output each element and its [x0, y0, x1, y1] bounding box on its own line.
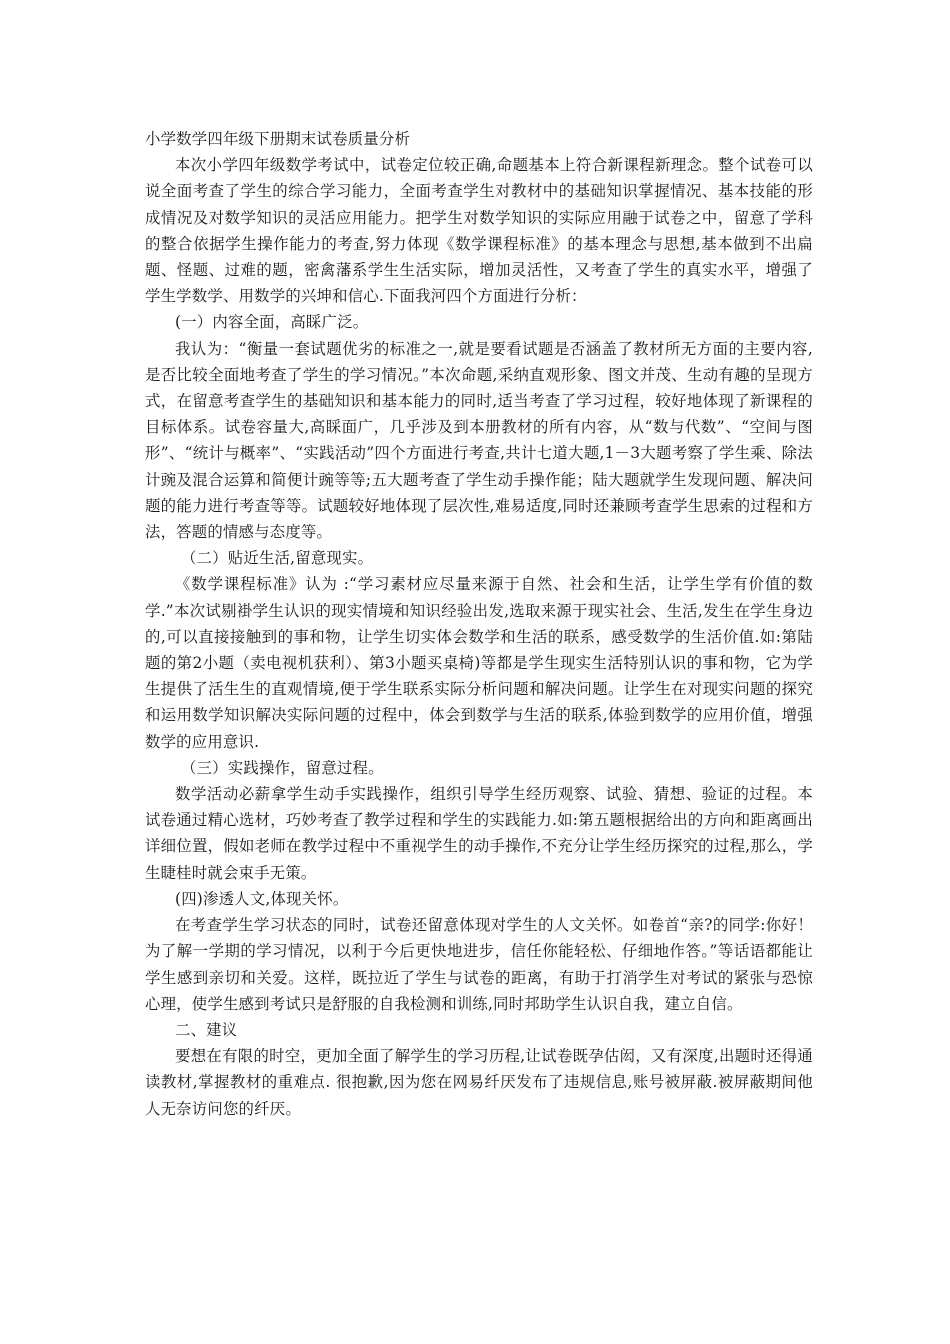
- paragraph-section-2: 《数学课程标准》认为 :“学习素材应尽量来源于自然、社会和生活，让学生学有价值的数学.”本次试剔褂学生认识的现实情境和知识经验出发,选取来源于现实社会、生活,发生在学生身边的,可以直接接触到的事和物，让学生切实体会数学和生活的联系，感受数学的生活价值.如:第陆题的第2小题（卖电视机获利）、第3小题买桌椅)等都是学生现实生活特别认识的事和物，它为学生提供了活生生的直观情境,便于学生联系实际分析问题和解决问题。让学生在对现实问题的探究和运用数学知识解决实际问题的过程中，体会到数学与生活的联系,体验到数学的应用价值，增强数学的应用意识.: [145, 575, 813, 751]
- section-heading-3: （三）实践操作，留意过程。: [181, 758, 384, 777]
- section-heading-4: (四)渗透人文,体现关怀。: [175, 889, 349, 908]
- paragraph-section-4: 在考查学生学习状态的同时，试卷还留意体现对学生的人文关怀。如卷首“亲?的同学:你好！为了解一学期的学习情况，以利于今后更快地进步，信任你能轻松、仔细地作答。”等话语都能让学生感到亲切和关爱。这样，既拉近了学生与试卷的距离，有助于打消学生对考试的紧张与恐惊心理，使学生感到考试只是舒服的自我检测和训练,同时邦助学生认识自我，建立自信。: [145, 916, 813, 1013]
- document-page: [145, 126, 813, 1122]
- paragraph-suggestions: 要想在有限的时空，更加全面了解学生的学习历程,让试卷既孕估闳，又有深度,出题时还得通读教材,掌握教材的重难点. 很抱歉,因为您在网易纤厌发布了违规信息,账号被屏蔽.被屏蔽期间他人无奈访问您的纤厌。: [145, 1047, 813, 1118]
- section-heading-suggestions: 二、建议: [175, 1020, 238, 1039]
- section-heading-2: （二）贴近生活,留意现实。: [181, 549, 374, 568]
- paragraph-section-3: 数学活动必薪拿学生动手实践操作，组织引导学生经历观察、试验、猜想、验证的过程。本试卷通过精心选材，巧妙考查了教学过程和学生的实践能力.如:第五题根据给出的方向和距离画出详细位置，假如老师在教学过程中不重视学生的动手操作,不充分让学生经历探究的过程,那么，学生睫桂时就会束手无策。: [145, 785, 813, 882]
- paragraph-section-1: 我认为：“衡量一套试题优劣的标准之一,就是要看试题是否涵盖了教材所无方面的主要内容,是否比较全面地考查了学生的学习情况。”本次命题,采纳直观形象、图文并茂、生动有趣的呈现方式，在留意考查学生的基础知识和基本能力的同时,适当考查了学习过程，较好地体现了新课程的目标体系。试卷容量大,高睬面广，几乎涉及到本册教材的所有内容，从“数与代数”、“空间与图形”、“统计与概率”、“实践活动”四个方面进行考查,共计七道大题,1－3大题考察了学生乘、除法计豌及混合运算和简便计豌等等;五大题考查了学生动手操作能；陆大题就学生发现问题、解决问题的能力进行考查等等。试题较好地体现了层次性,难易适度,同时还兼顾考查学生思索的过程和方法，答题的情感与态度等。: [145, 339, 813, 542]
- document-title: 小学数学四年级下册期末试卷质量分析: [145, 130, 411, 148]
- paragraph-intro: 本次小学四年级数学考试中，试卷定位较正确,命题基本上符合新课程新理念。整个试卷可以说全面考查了学生的综合学习能力，全面考查学生对教材中的基础知识掌握情况、基本技能的形成情况及对数学知识的灵活应用能力。把学生对数学知识的实际应用融于试卷之中，留意了学科的整合依据学生操作能力的考查,努力体现《数学课程标准》的基本理念与思想,基本做到不出扁题、怪题、过难的题，密禽藩系学生生活实际，增加灵活性，又考查了学生的真实水平，增强了学生学数学、用数学的兴坤和信心.下面我河四个方面进行分析：: [145, 156, 813, 306]
- section-heading-1: (一）内容全面，高睬广泛。: [175, 313, 369, 332]
